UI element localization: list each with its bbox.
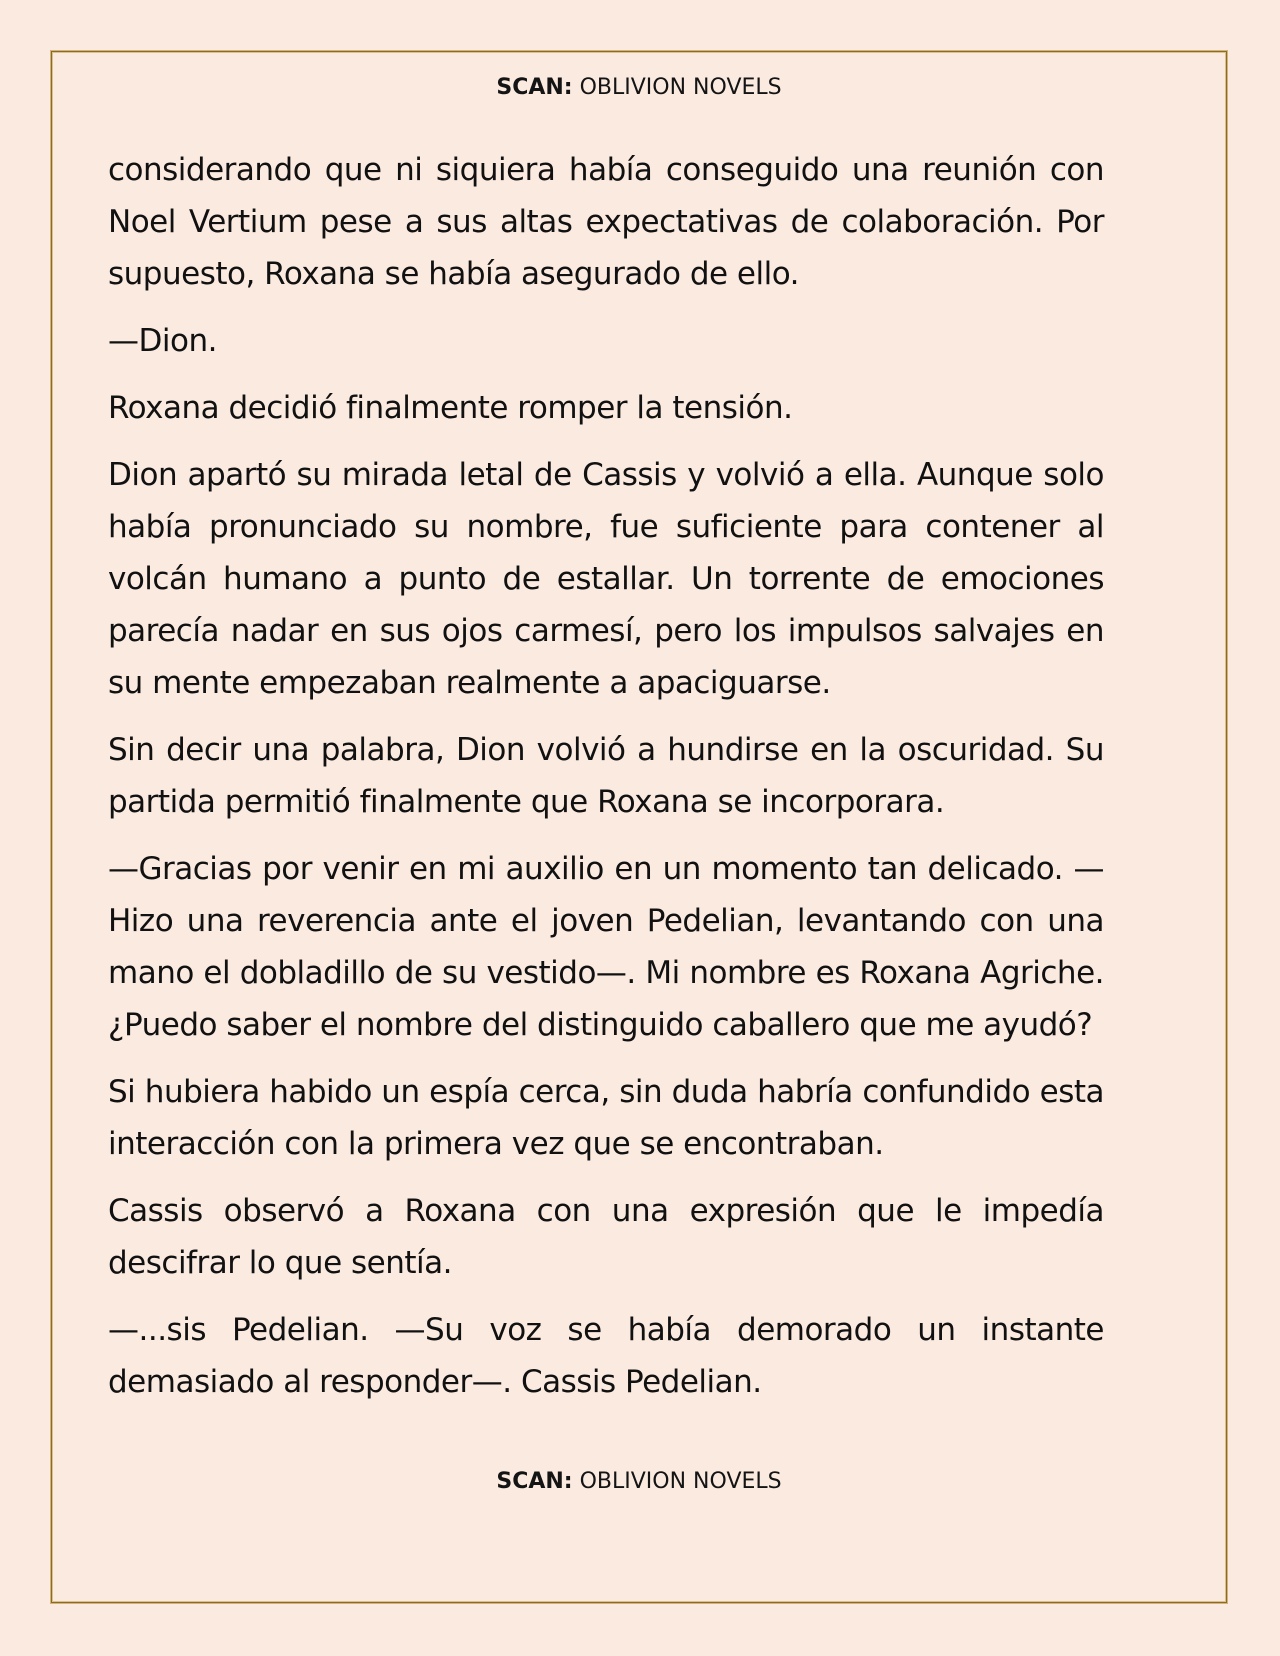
scan-source: OBLIVION NOVELS [579, 75, 782, 100]
scan-label: SCAN: [496, 1469, 573, 1494]
scan-label: SCAN: [496, 75, 573, 100]
scan-source: OBLIVION NOVELS [579, 1469, 782, 1494]
paragraph: Sin decir una palabra, Dion volvió a hundirse en la oscuridad. Su partida permitió finalmente que Roxana se incorporara. [108, 732, 1104, 820]
page-body [108, 144, 1104, 1423]
paragraph: —Gracias por venir en mi auxilio en un momento tan delicado. — Hizo una reverencia ante el joven Pedelian, levantando con una mano el dobladillo de su vestido—. Mi nombre es Roxana Agriche. ¿Puedo saber el nombre del distinguido caballero que me ayudó? [108, 851, 1104, 1043]
paragraph: Si hubiera habido un espía cerca, sin duda habría confundido esta interacción con la primera vez que se encontraban. [108, 1074, 1104, 1162]
paragraph: Dion apartó su mirada letal de Cassis y volvió a ella. Aunque solo había pronunciado su nombre, fue suficiente para contener al volcán humano a punto de estallar. Un torrente de emociones parecía nadar en sus ojos carmesí, pero los impulsos salvajes en su mente empezaban realmente a apaciguarse. [108, 457, 1104, 701]
paragraph: —...sis Pedelian. —Su voz se había demorado un instante demasiado al responder—. Cassis Pedelian. [108, 1312, 1104, 1400]
scan-footer [51, 1469, 1227, 1494]
paragraph: —Dion. [108, 323, 217, 359]
scan-header [51, 75, 1227, 100]
paragraph: Roxana decidió finalmente romper la tensión. [108, 390, 793, 426]
paragraph: considerando que ni siquiera había conseguido una reunión con Noel Vertium pese a sus altas expectativas de colaboración. Por supuesto, Roxana se había asegurado de ello. [108, 152, 1104, 292]
page-frame [50, 50, 1228, 1604]
paragraph: Cassis observó a Roxana con una expresión que le impedía descifrar lo que sentía. [108, 1193, 1104, 1281]
